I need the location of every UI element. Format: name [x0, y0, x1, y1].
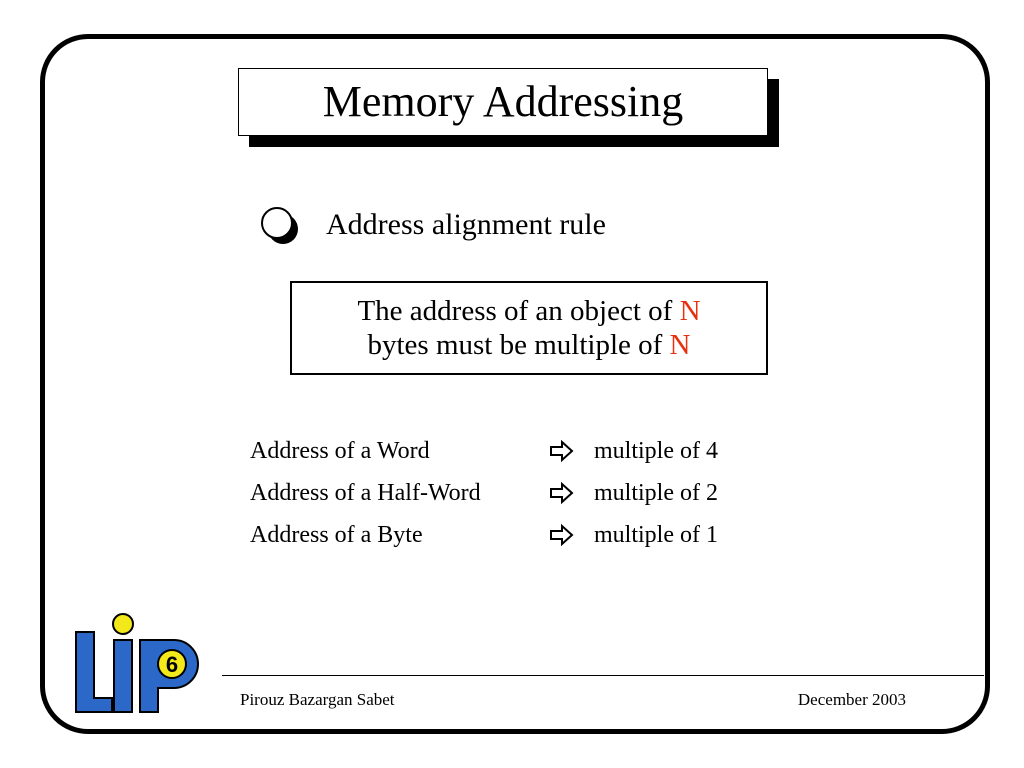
table-row — [250, 472, 718, 514]
rule-line-1-text: The address of an object of — [357, 295, 680, 327]
table-row-value: multiple of 2 — [594, 479, 718, 506]
rule-line-1 — [357, 294, 700, 328]
right-arrow-icon — [548, 439, 594, 463]
alignment-table — [250, 430, 718, 556]
bullet-item — [258, 205, 606, 245]
right-arrow-icon — [548, 523, 594, 547]
right-arrow-icon — [548, 481, 594, 505]
rule-line-2-text: bytes must be multiple of — [367, 329, 670, 361]
table-row-value: multiple of 1 — [594, 521, 718, 548]
footer-date: December 2003 — [797, 690, 906, 709]
table-row-value: multiple of 4 — [594, 437, 718, 464]
footer-divider — [222, 675, 984, 676]
footer-author: Pirouz Bazargan Sabet — [240, 690, 395, 709]
alignment-rule-box — [290, 281, 768, 375]
lip6-logo — [72, 610, 202, 720]
table-row-item: Address of a Half-Word — [250, 479, 481, 506]
bullet-text: Address alignment rule — [326, 208, 606, 241]
table-row — [250, 514, 718, 556]
svg-text:6: 6 — [165, 652, 179, 677]
rule-variable-n: N — [669, 329, 691, 361]
slide-title-box — [238, 68, 768, 136]
table-row-item: Address of a Byte — [250, 521, 423, 548]
bullet-circle-icon — [258, 204, 300, 246]
rule-variable-n: N — [679, 295, 701, 327]
rule-line-2 — [367, 328, 690, 362]
table-row — [250, 430, 718, 472]
slide-title: Memory Addressing — [322, 77, 684, 126]
table-row-item: Address of a Word — [250, 437, 430, 464]
